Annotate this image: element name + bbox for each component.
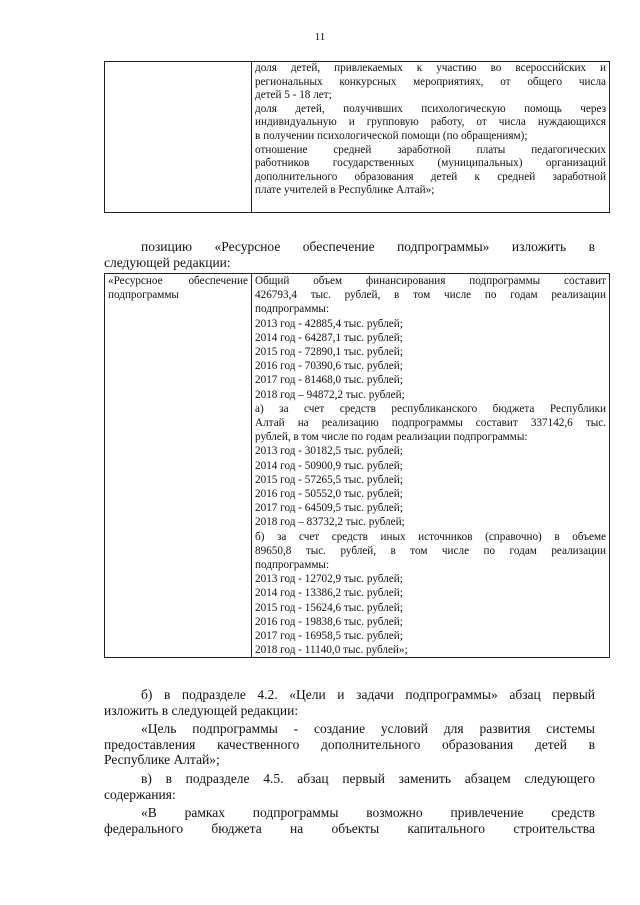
table-line: 2017 год - 16958,5 тыс. рублей; xyxy=(255,630,403,643)
paragraph-line: изложить в следующей редакции: xyxy=(104,702,299,718)
paragraph-line: федерального бюджета на объекты капитального строительства xyxy=(104,820,595,836)
table-line: 2015 год - 15624,6 тыс. рублей; xyxy=(255,601,403,614)
page-number: 11 xyxy=(314,31,326,43)
table-line: 2018 год – 94872,2 тыс. рублей; xyxy=(255,388,405,401)
table-line: «Ресурсное обеспечение xyxy=(108,275,248,287)
table-line: 2017 год - 81468,0 тыс. рублей; xyxy=(255,374,403,387)
paragraph-line: предоставления качественного дополнительного образования детей в xyxy=(104,736,595,752)
table-line: 2014 год - 64287,1 тыс. рублей; xyxy=(255,331,403,344)
table-line: подпрограммы xyxy=(108,289,179,301)
table-line: 2015 год - 72890,1 тыс. рублей; xyxy=(255,346,403,359)
paragraph-line: Республике Алтай»; xyxy=(104,752,220,767)
table-line: б) за счет средств иных источников (справочно) в объеме xyxy=(255,530,606,543)
table-line: дополнительного образования детей к средней заработной xyxy=(255,170,606,183)
indicators-table xyxy=(104,61,610,213)
table-line: индивидуальную и групповую работу, от числа нуждающихся xyxy=(255,116,606,129)
table-line: Общий объем финансирования подпрограммы составит xyxy=(255,275,606,287)
table-line: Алтай на реализацию подпрограммы составит 337142,6 тыс. xyxy=(255,417,606,430)
instruction-paragraph xyxy=(104,239,595,270)
quoted-paragraph xyxy=(104,721,595,768)
table-line: а) за счет средств республиканского бюджета Республики xyxy=(255,402,606,415)
instruction-paragraph xyxy=(104,687,595,718)
paragraph-line: в) в подразделе 4.5. абзац первый заменить абзацем следующего xyxy=(141,771,595,786)
table-spacer xyxy=(255,198,606,212)
table-line: региональных конкурсных мероприятиях, от общего числа xyxy=(255,75,606,88)
paragraph-line: «Цель подпрограммы - создание условий для развития системы xyxy=(141,721,595,736)
table-line: рублей, в том числе по годам реализации подпрограммы: xyxy=(255,431,528,444)
table-line: подпрограммы: xyxy=(255,303,330,316)
table-line: 2018 год – 83732,2 тыс. рублей; xyxy=(255,516,405,529)
table-line: плате учителей в Республике Алтай»; xyxy=(255,184,435,197)
paragraph-line: б) в подразделе 4.2. «Цели и задачи подпрограммы» абзац первый xyxy=(141,687,595,702)
indicators-table-right-cell xyxy=(252,62,610,213)
resource-table-right-cell xyxy=(252,274,610,658)
table-line: доля детей, получивших психологическую помощь через xyxy=(255,102,606,115)
table-line: 2018 год - 11140,0 тыс. рублей»; xyxy=(255,644,408,657)
table-line: 2016 год - 50552,0 тыс. рублей; xyxy=(255,488,403,501)
indicators-table-left-cell xyxy=(105,62,252,213)
paragraph-line: «В рамках подпрограммы возможно привлечение средств xyxy=(141,805,595,820)
table-line: 2017 год - 64509,5 тыс. рублей; xyxy=(255,502,403,515)
table-line: 2016 год - 19838,6 тыс. рублей; xyxy=(255,615,403,628)
table-line: 2014 год - 13386,2 тыс. рублей; xyxy=(255,587,403,600)
table-line: 89650,8 тыс. рублей, в том числе по годам реализации xyxy=(255,544,606,557)
instruction-paragraph xyxy=(104,771,595,802)
table-line: в получении психологической помощи (по обращениям); xyxy=(255,129,528,142)
table-line: 2016 год - 70390,6 тыс. рублей; xyxy=(255,360,403,373)
table-line: работников государственных (муниципальных) организаций xyxy=(255,157,606,170)
table-line: детей 5 - 18 лет; xyxy=(255,89,332,102)
table-line: 426793,4 тыс. рублей, в том числе по годам реализации xyxy=(255,289,606,302)
table-line: 2015 год - 57265,5 тыс. рублей; xyxy=(255,473,403,486)
table-line: 2013 год - 42885,4 тыс. рублей; xyxy=(255,317,403,330)
paragraph-line: позицию «Ресурсное обеспечение подпрограммы» изложить в xyxy=(141,239,595,254)
resource-table-left-cell xyxy=(105,274,252,658)
table-line: отношение средней заработной платы педагогических xyxy=(255,143,606,156)
table-line: подпрограммы: xyxy=(255,559,330,572)
table-line: 2013 год - 30182,5 тыс. рублей; xyxy=(255,445,403,458)
table-line: 2014 год - 50900,9 тыс. рублей; xyxy=(255,459,403,472)
resource-table xyxy=(104,273,610,658)
paragraph-line: содержания: xyxy=(104,786,176,802)
table-line: доля детей, привлекаемых к участию во всероссийских и xyxy=(255,62,606,74)
quoted-paragraph xyxy=(104,805,595,836)
table-line: 2013 год - 12702,9 тыс. рублей; xyxy=(255,573,403,586)
paragraph-line: следующей редакции: xyxy=(104,254,231,270)
